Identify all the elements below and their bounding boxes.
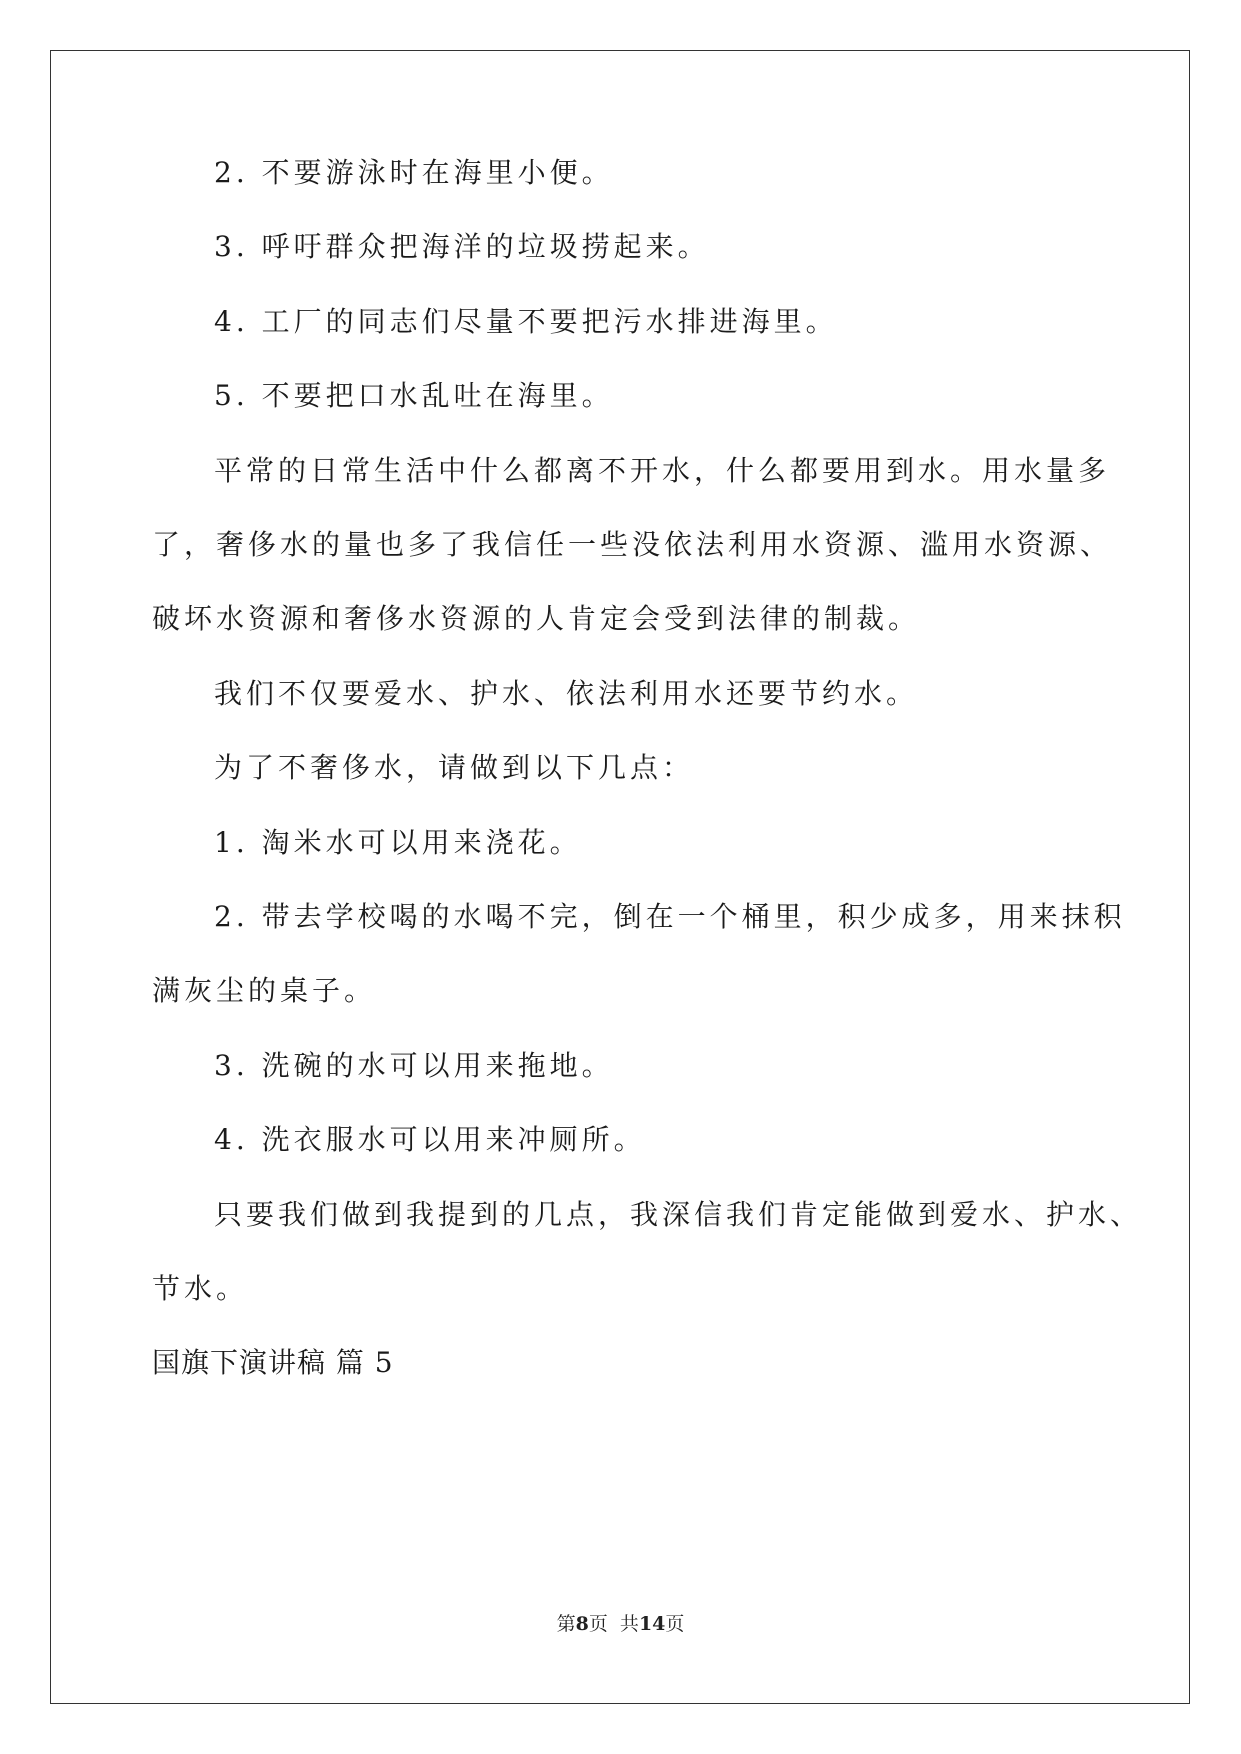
paragraph-line: 2. 不要游泳时在海里小便。: [214, 156, 614, 189]
section-heading: 国旗下演讲稿 篇 5: [152, 1346, 394, 1379]
footer-mid: 页 共: [588, 1613, 639, 1635]
paragraph-line: 只要我们做到我提到的几点，我深信我们肯定能做到爱水、护水、: [214, 1198, 1143, 1231]
paragraph-line: 5. 不要把口水乱吐在海里。: [214, 379, 614, 412]
page-border: [50, 50, 1190, 1704]
paragraph-line: 平常的日常生活中什么都离不开水，什么都要用到水。用水量多: [214, 454, 1111, 487]
paragraph-line: 4. 洗衣服水可以用来冲厕所。: [214, 1123, 646, 1156]
paragraph-line: 4. 工厂的同志们尽量不要把污水排进海里。: [214, 305, 838, 338]
paragraph-line: 3. 洗碗的水可以用来拖地。: [214, 1049, 614, 1082]
paragraph-line: 为了不奢侈水，请做到以下几点：: [214, 751, 695, 784]
footer-prefix: 第: [556, 1613, 576, 1635]
paragraph-line: 2. 带去学校喝的水喝不完，倒在一个桶里，积少成多，用来抹积: [214, 900, 1126, 933]
paragraph-line: 满灰尘的桌子。: [152, 974, 377, 1007]
paragraph-line: 我们不仅要爱水、护水、依法利用水还要节约水。: [214, 677, 919, 710]
footer-suffix: 页: [665, 1613, 685, 1635]
paragraph-line: 节水。: [152, 1272, 249, 1305]
footer-page-total: 14: [638, 1613, 666, 1635]
paragraph-line: 破坏水资源和奢侈水资源的人肯定会受到法律的制裁。: [152, 602, 921, 635]
paragraph-line: 3. 呼吁群众把海洋的垃圾捞起来。: [214, 230, 710, 263]
page-footer: [0, 1612, 1241, 1636]
paragraph-line: 1. 淘米水可以用来浇花。: [214, 826, 582, 859]
paragraph-line: 了，奢侈水的量也多了我信任一些没依法利用水资源、滥用水资源、: [152, 528, 1113, 561]
footer-page-current: 8: [575, 1613, 589, 1635]
